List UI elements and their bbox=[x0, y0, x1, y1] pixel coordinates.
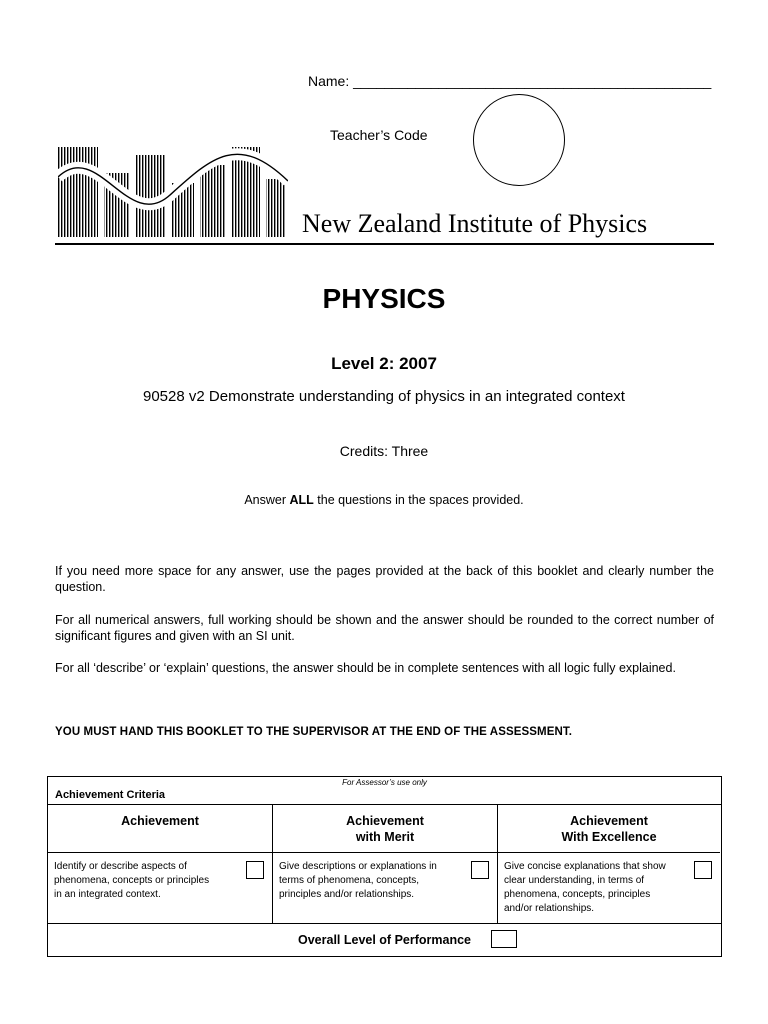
level-heading: Level 2: 2007 bbox=[331, 354, 437, 373]
achievement-checkbox[interactable] bbox=[246, 861, 264, 879]
column-heading-line: Achievement bbox=[346, 814, 424, 828]
institute-name: New Zealand Institute of Physics bbox=[302, 209, 648, 238]
name-field[interactable]: Name: ______________________________________________ bbox=[308, 73, 712, 89]
teacher-code-circle[interactable] bbox=[473, 94, 565, 186]
column-heading-line: with Merit bbox=[355, 830, 415, 844]
answer-all-bold: ALL bbox=[289, 493, 314, 507]
achievement-criteria-label: Achievement Criteria bbox=[55, 789, 166, 801]
overall-performance-label: Overall Level of Performance bbox=[298, 933, 471, 947]
hand-in-notice: YOU MUST HAND THIS BOOKLET TO THE SUPERVISOR AT THE END OF THE ASSESSMENT. bbox=[55, 726, 573, 738]
excellence-checkbox[interactable] bbox=[694, 861, 712, 879]
column-heading-line: Achievement bbox=[570, 814, 648, 828]
instruction-paragraph: For all ‘describe’ or ‘explain’ questions, the answer should be in complete sentences with all logic fully explained. bbox=[55, 661, 676, 675]
column-heading-line: With Excellence bbox=[561, 830, 657, 844]
excellence-column bbox=[498, 805, 720, 923]
header-rule bbox=[55, 243, 714, 245]
instruction-paragraph: If you need more space for any answer, use the pages provided at the back of this booklet and clearly number the question. bbox=[55, 564, 714, 594]
assessor-use-only-note: For Assessor’s use only bbox=[342, 778, 427, 787]
answer-all-after: the questions in the spaces provided. bbox=[313, 493, 524, 507]
nzip-logo bbox=[58, 143, 288, 239]
instruction-paragraph: For all numerical answers, full working should be shown and the answer should be rounded to the correct number of significant figures and given with an SI unit. bbox=[55, 613, 714, 643]
overall-performance-checkbox[interactable] bbox=[491, 930, 517, 948]
criteria-description: Identify or describe aspects of phenomena, concepts or principles in an integrated context. bbox=[54, 861, 210, 900]
answer-all-instruction bbox=[0, 493, 768, 507]
teacher-code-label: Teacher’s Code bbox=[330, 127, 428, 143]
criteria-description: Give descriptions or explanations in terms of phenomena, concepts, principles and/or relationships. bbox=[279, 861, 437, 900]
column-heading bbox=[273, 805, 497, 853]
column-heading bbox=[48, 805, 272, 853]
standard-title: 90528 v2 Demonstrate understanding of physics in an integrated context bbox=[143, 388, 625, 405]
merit-checkbox[interactable] bbox=[471, 861, 489, 879]
criteria-description: Give concise explanations that show clear understanding, in terms of phenomena, concepts, principles and/or relationships. bbox=[504, 861, 666, 914]
achievement-column bbox=[48, 805, 273, 923]
overall-performance-row bbox=[48, 923, 721, 958]
assessor-header-row bbox=[48, 777, 721, 805]
page-title: PHYSICS bbox=[322, 283, 446, 314]
assessor-table bbox=[47, 776, 722, 957]
column-heading-line: Achievement bbox=[121, 814, 199, 828]
credits: Credits: Three bbox=[339, 443, 429, 459]
column-heading bbox=[498, 805, 720, 853]
merit-column bbox=[273, 805, 498, 923]
answer-all-before: Answer bbox=[244, 493, 290, 507]
